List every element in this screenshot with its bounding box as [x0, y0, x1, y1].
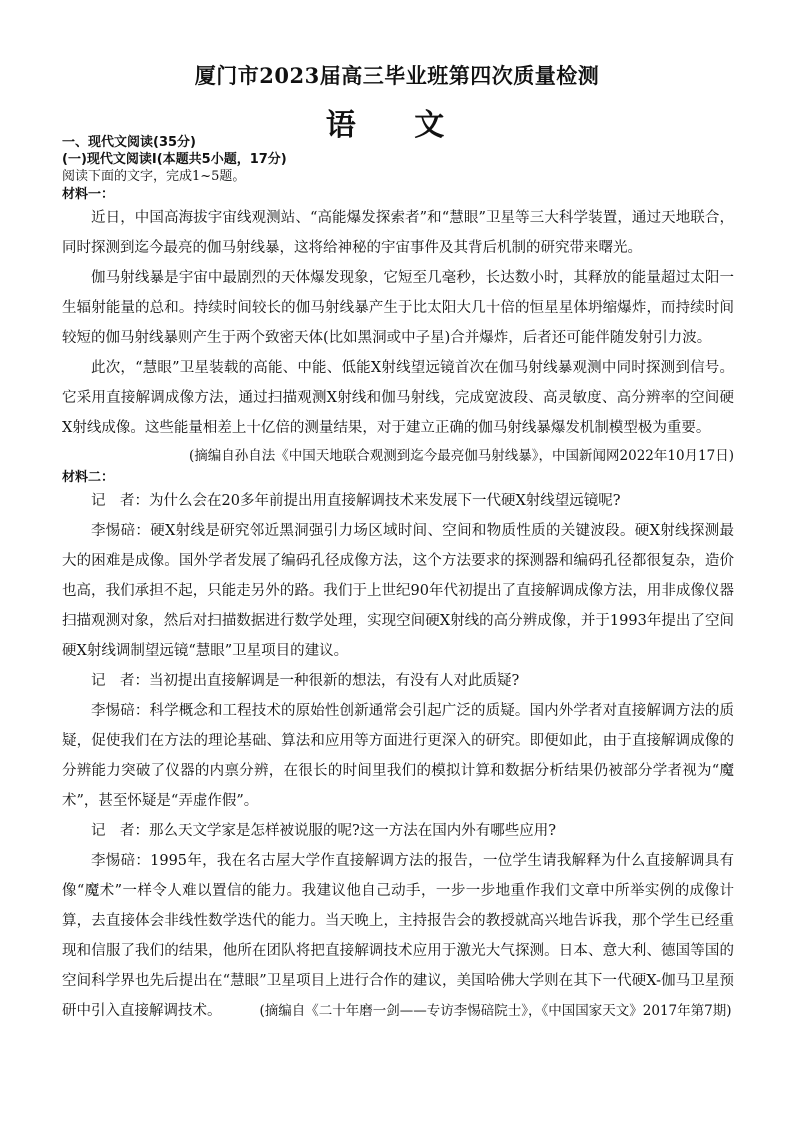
- subject-title: 语 文: [325, 108, 469, 143]
- reading-section: [62, 134, 734, 1026]
- material1-paragraph: 此次，“慧眼”卫星装载的高能、中能、低能X射线望远镜首次在伽马射线暴观测中同时探测到信号。它采用直接解调成像方法，通过扫描观测X射线和伽马射线，完成宽波段、高灵敏度、高分辨率的空间硬X射线成像。这些能量相差上十亿倍的测量结果，对于建立正确的伽马射线暴爆发机制模型极为重要。: [62, 360, 734, 436]
- interview-answer: 李惕碚：科学概念和工程技术的原始性创新通常会引起广泛的质疑。国内外学者对直接解调方法的质疑，促使我们在方法的理论基础、算法和应用等方面进行更深入的研究。即便如此，由于直接解调成像的分辨能力突破了仪器的内禀分辨，在很长的时间里我们的模拟计算和数据分析结果仍被部分学者视为“魔术”，甚至怀疑是“弄虚作假”。: [62, 703, 734, 809]
- interview-question: 记 者：当初提出直接解调是一种很新的想法，有没有人对此质疑?: [91, 673, 520, 689]
- section-subheading: (一)现代文阅读Ⅰ(本题共5小题，17分): [62, 152, 287, 167]
- material1-paragraph: 近日，中国高海拔宇宙线观测站、“高能爆发探索者”和“慧眼”卫星等三大科学装置，通过天地联合，同时探测到迄今最亮的伽马射线暴，这将给神秘的宇宙事件及其背后机制的研究带来曙光。: [62, 210, 734, 256]
- exam-title: 厦门市2023届高三毕业班第四次质量检测: [194, 63, 600, 88]
- material1-paragraph: 伽马射线暴是宇宙中最剧烈的天体爆发现象，它短至几毫秒，长达数小时，其释放的能量超过太阳一生辐射能量的总和。持续时间较长的伽马射线暴产生于比太阳大几十倍的恒星星体坍缩爆炸，而持续时间较短的伽马射线暴则产生于两个致密天体(比如黑洞或中子星)合并爆炸，后者还可能伴随发射引力波。: [62, 270, 734, 346]
- material1-label: 材料一：: [62, 187, 115, 202]
- material2-label: 材料二：: [62, 470, 115, 485]
- material1-source: (摘编自孙自法《中国天地联合观测到迄今最亮伽马射线暴》，中国新闻网2022年10月17日): [189, 448, 734, 464]
- interview-answer: 李惕碚：硬X射线是研究邻近黑洞强引力场区域时间、空间和物质性质的关键波段。硬X射线探测最大的困难是成像。国外学者发展了编码孔径成像方法，这个方法要求的探测器和编码孔径都很复杂，造价也高，我们承担不起，只能走另外的路。我们于上世纪90年代初提出了直接解调成像方法，用非成像仪器扫描观测对象，然后对扫描数据进行数学处理，实现空间硬X射线的高分辨成像，并于1993年提出了空间硬X射线调制望远镜“慧眼”卫星项目的建议。: [62, 523, 734, 659]
- interview-answer-text: 李惕碚：1995年，我在名古屋大学作直接解调方法的报告，一位学生请我解释为什么直接解调具有像“魔术”一样令人难以置信的能力。我建议他自己动手，一步一步地重作我们文章中所举实例的成像计算，去直接体会非线性数学迭代的能力。当天晚上，主持报告会的教授就高兴地告诉我，那个学生已经重现和信服了我们的结果，他所在团队将把直接解调技术应用于激光大气探测。日本、意大利、德国等国的空间科学界也先后提出在“慧眼”卫星项目上进行合作的建议，美国哈佛大学则在其下一代硬X-伽马卫星预研中引入直接解调技术。: [62, 853, 734, 1019]
- interview-question: 记 者：为什么会在20多年前提出用直接解调技术来发展下一代硬X射线望远镜呢?: [91, 493, 621, 509]
- section-heading: 一、现代文阅读(35分): [62, 135, 196, 150]
- material2-source: (摘编自《二十年磨一剑——专访李惕碚院士》，《中国国家天文》2017年第7期): [259, 1003, 732, 1019]
- interview-question: 记 者：那么天文学家是怎样被说服的呢?这一方法在国内外有哪些应用?: [91, 823, 557, 839]
- interview-answer: [62, 846, 734, 1026]
- instruction-text: 阅读下面的文字，完成1~5题。: [62, 169, 246, 184]
